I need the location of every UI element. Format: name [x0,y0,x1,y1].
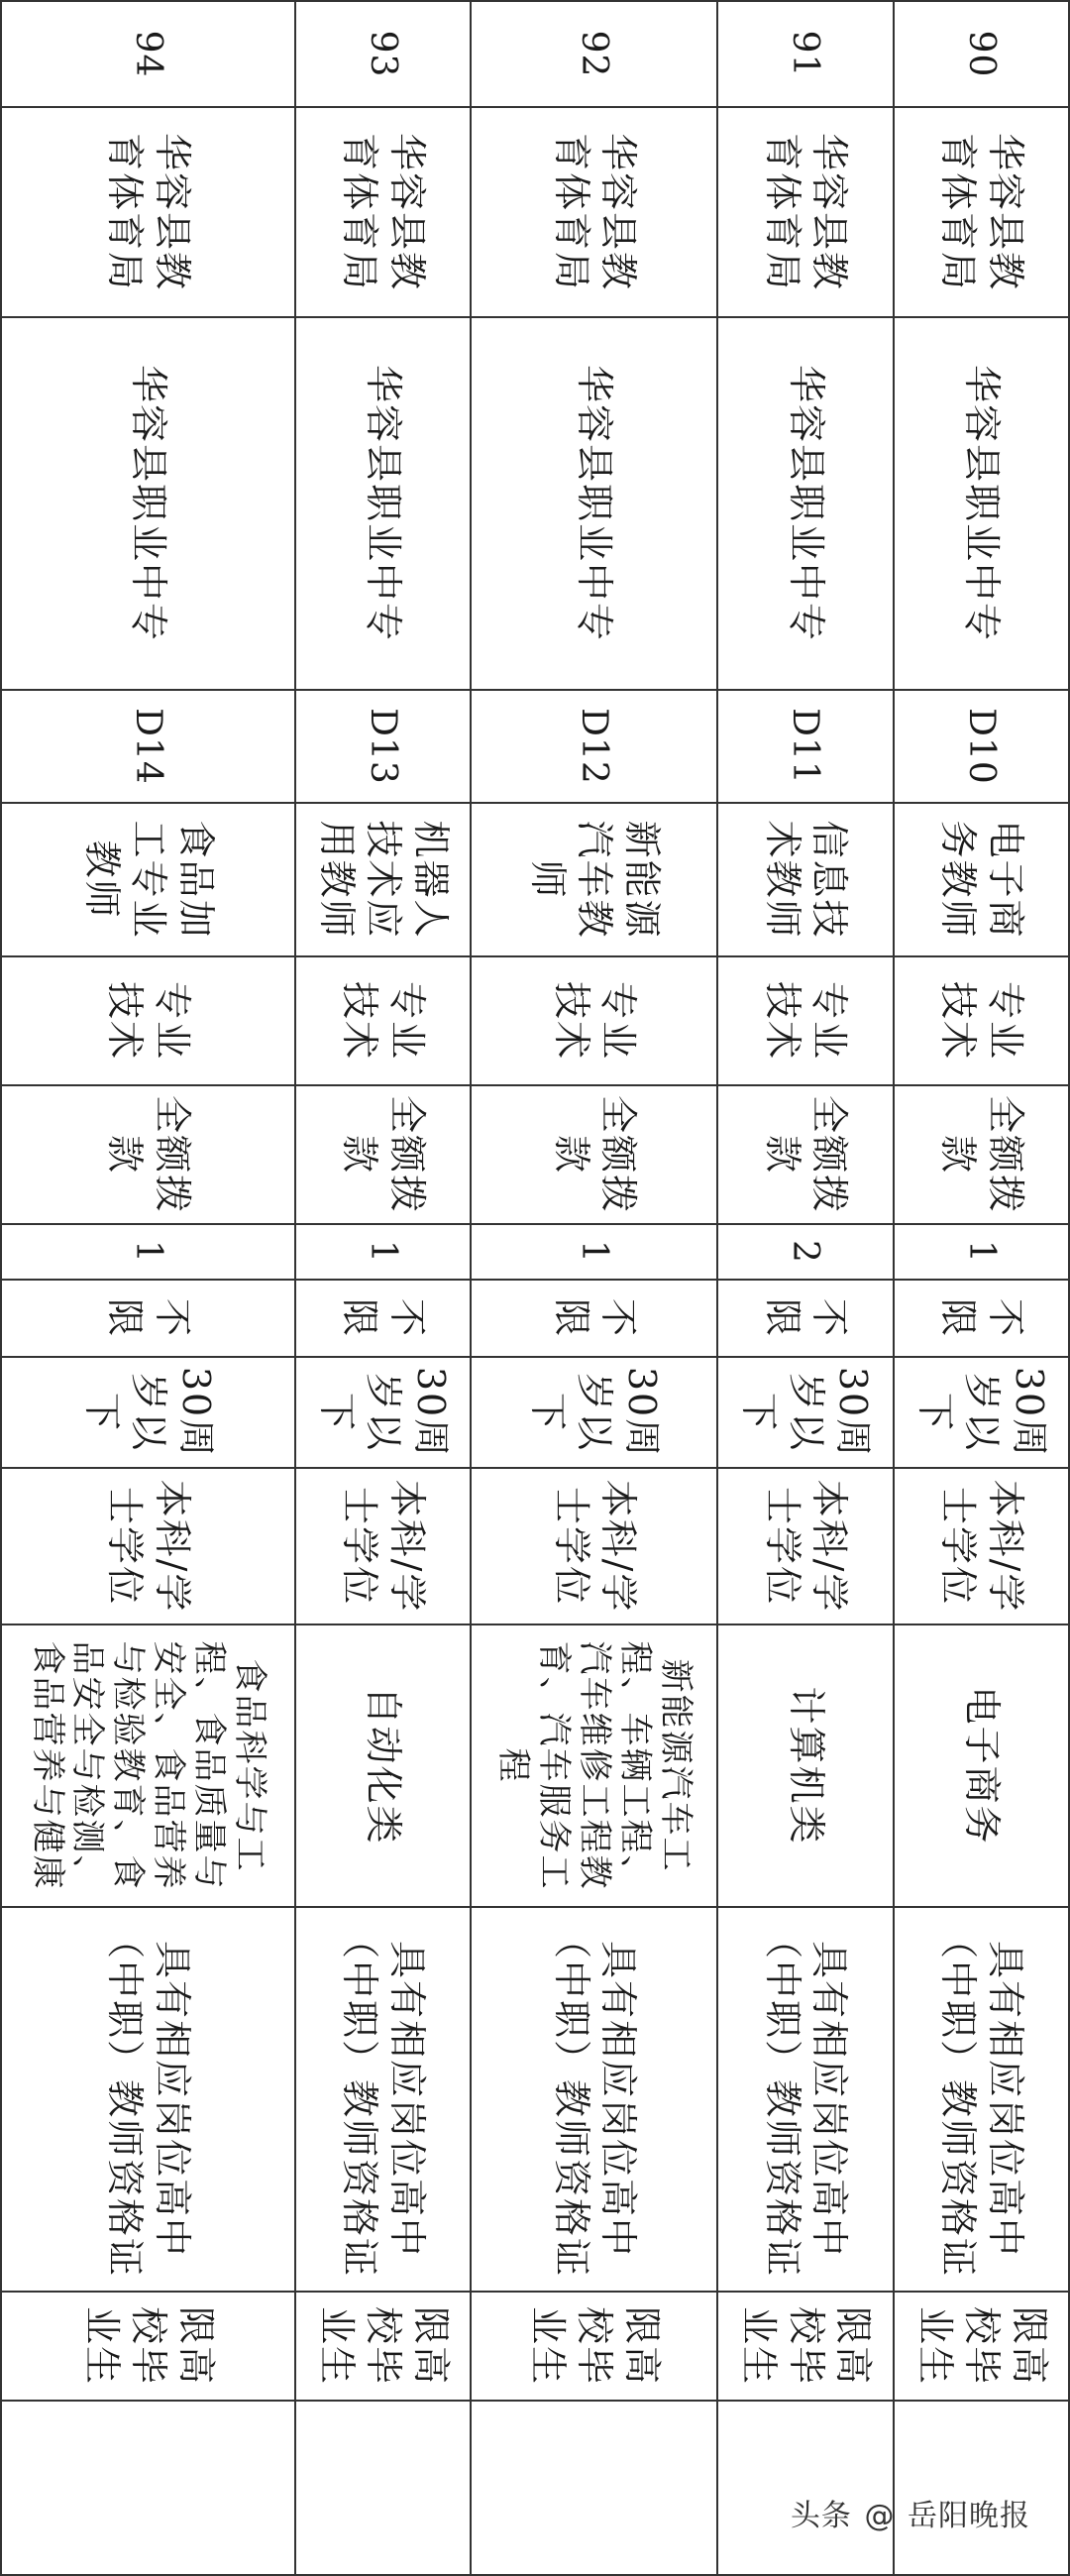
cell-remark [894,2401,1069,2575]
cell-other: 限高校毕业生 [295,2292,471,2401]
table-row [471,1,717,2575]
cell-unit: 华容县职业中专 [717,317,893,690]
cell-dept: 华容县教育体育局 [1,107,295,317]
cell-no: 90 [894,1,1069,107]
cell-code: D13 [295,690,471,803]
cell-age: 30周岁以下 [717,1357,893,1468]
cell-age: 30周岁以下 [1,1357,295,1468]
cell-degree: 本科/学士学位 [1,1468,295,1624]
cell-other: 限高校毕业生 [1,2292,295,2401]
cell-funding: 全额拨款 [894,1085,1069,1224]
cell-code: D10 [894,690,1069,803]
cell-post-type: 专业技术 [471,956,717,1085]
cell-gender: 不限 [295,1280,471,1357]
cell-cert: 具有相应岗位高中（中职）教师资格证 [894,1907,1069,2292]
cell-gender: 不限 [471,1280,717,1357]
cell-degree: 本科/学士学位 [717,1468,893,1624]
cell-funding: 全额拨款 [1,1085,295,1224]
cell-post: 信息技术教师 [717,803,893,956]
cell-count: 1 [1,1224,295,1280]
cell-no: 93 [295,1,471,107]
cell-degree: 本科/学士学位 [295,1468,471,1624]
cell-count: 1 [894,1224,1069,1280]
cell-major: 自动化类 [295,1624,471,1907]
cell-code: D14 [1,690,295,803]
table-row [1,1,295,2575]
cell-dept: 华容县教育体育局 [717,107,893,317]
cell-cert: 具有相应岗位高中（中职）教师资格证 [717,1907,893,2292]
cell-other: 限高校毕业生 [894,2292,1069,2401]
cell-post: 食品加工专业教师 [1,803,295,956]
cell-no: 92 [471,1,717,107]
table-row [295,1,471,2575]
cell-post-type: 专业技术 [1,956,295,1085]
watermark-at: @ [864,2499,896,2533]
cell-degree: 本科/学士学位 [894,1468,1069,1624]
cell-code: D12 [471,690,717,803]
cell-gender: 不限 [717,1280,893,1357]
cell-major: 新能源汽车工程、车辆工程、汽车维修工程教育、汽车服务工程 [471,1624,717,1907]
cell-cert: 具有相应岗位高中（中职）教师资格证 [471,1907,717,2292]
cell-no: 94 [1,1,295,107]
watermark-account: 岳阳晚报 [908,2499,1030,2533]
cell-cert: 具有相应岗位高中（中职）教师资格证 [295,1907,471,2292]
cell-remark [1,2401,295,2575]
cell-degree: 本科/学士学位 [471,1468,717,1624]
cell-post: 机器人技术应用教师 [295,803,471,956]
cell-unit: 华容县职业中专 [295,317,471,690]
cell-other: 限高校毕业生 [471,2292,717,2401]
cell-code: D11 [717,690,893,803]
watermark-source: 头条 [790,2499,852,2533]
cell-post-type: 专业技术 [894,956,1069,1085]
cell-age: 30周岁以下 [471,1357,717,1468]
cell-major: 计算机类 [717,1624,893,1907]
cell-gender: 不限 [1,1280,295,1357]
cell-unit: 华容县职业中专 [1,317,295,690]
cell-major: 食品科学与工程、食品质量与安全、食品营养与检验教育、食品安全与检测、食品营养与健康 [1,1624,295,1907]
cell-unit: 华容县职业中专 [894,317,1069,690]
cell-count: 1 [471,1224,717,1280]
cell-age: 30周岁以下 [894,1357,1069,1468]
cell-post-type: 专业技术 [717,956,893,1085]
table-row [717,1,893,2575]
cell-count: 1 [295,1224,471,1280]
cell-age: 30周岁以下 [295,1357,471,1468]
cell-post: 新能源汽车教师 [471,803,717,956]
cell-remark [717,2401,896,2575]
cell-remark [471,2401,717,2575]
cell-dept: 华容县教育体育局 [894,107,1069,317]
cell-no: 91 [717,1,893,107]
cell-post: 电子商务教师 [894,803,1069,956]
cell-funding: 全额拨款 [717,1085,893,1224]
cell-remark [295,2401,471,2575]
cell-major: 电子商务 [894,1624,1069,1907]
cell-funding: 全额拨款 [295,1085,471,1224]
cell-funding: 全额拨款 [471,1085,717,1224]
cell-dept: 华容县教育体育局 [471,107,717,317]
cell-cert: 具有相应岗位高中（中职）教师资格证 [1,1907,295,2292]
cell-dept: 华容县教育体育局 [295,107,471,317]
cell-unit: 华容县职业中专 [471,317,717,690]
cell-gender: 不限 [894,1280,1069,1357]
cell-count: 2 [717,1224,893,1280]
table-row [894,1,1069,2575]
cell-post-type: 专业技术 [295,956,471,1085]
watermark [791,2491,1030,2534]
cell-other: 限高校毕业生 [717,2292,893,2401]
